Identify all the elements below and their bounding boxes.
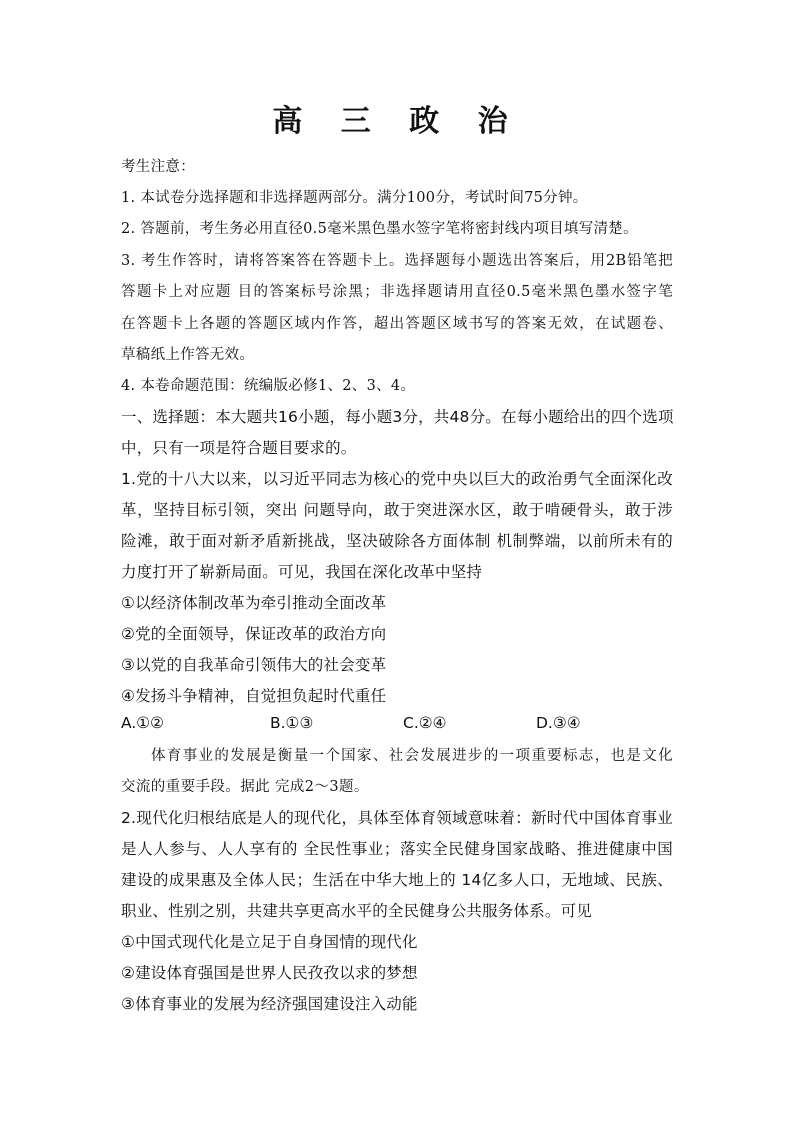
- question-2-statement: ②建设体育强国是世界人民孜孜以求的梦想: [121, 964, 418, 982]
- question-1-option-a: A.①②: [121, 714, 165, 732]
- question-2-stem: 2.现代化归根结底是人的现代化，具体至体育领域意味着：新时代中国体育事业: [121, 809, 673, 827]
- question-1-stem: 险滩，敢于面对新矛盾新挑战，坚决破除各方面体制 机制弊端，以前所未有的: [121, 532, 673, 550]
- notice-item: 2. 答题前，考生务必用直径0.5毫米黑色墨水签字笔将密封线内项目填写清楚。: [121, 221, 638, 237]
- notice-item: 在答题卡上各题的答题区域内作答，超出答题区域书写的答案无效，在试题卷、: [121, 316, 673, 332]
- question-1-option-c: C.②④: [403, 714, 447, 732]
- notice-item: 1. 本试卷分选择题和非选择题两部分。满分100分，考试时间75分钟。: [121, 190, 588, 206]
- question-1-option-d: D.③④: [536, 714, 581, 732]
- question-1-stem: 力度打开了崭新局面。可见，我国在深化改革中坚持: [121, 563, 483, 581]
- question-2-stem: 是人人参与、人人享有的 全民性事业；落实全民健身国家战略、推进健康中国: [121, 840, 673, 858]
- question-1-stem: 革，坚持目标引领，突出 问题导向，敢于突进深水区，敢于啃硬骨头，敢于涉: [121, 501, 673, 519]
- question-1-statement: ④发扬斗争精神，自觉担负起时代重任: [121, 687, 387, 705]
- page-title: 高 三 政 治: [272, 104, 522, 139]
- question-1-option-b: B.①③: [270, 714, 314, 732]
- question-1-stem: 1.党的十八大以来，以习近平同志为核心的党中央以巨大的政治勇气全面深化改: [121, 470, 673, 488]
- notice-item: 4. 本卷命题范围：统编版必修1、2、3、4。: [121, 378, 416, 394]
- question-2-statement: ①中国式现代化是立足于自身国情的现代化: [121, 933, 418, 951]
- section-heading: 一、选择题：本大题共16小题，每小题3分，共48分。在每小题给出的四个选项: [121, 408, 674, 426]
- question-1-statement: ②党的全面领导，保证改革的政治方向: [121, 625, 387, 643]
- notice-heading: 考生注意：: [121, 159, 195, 175]
- section-heading-cont: 中，只有一项是符合题目要求的。: [121, 439, 357, 457]
- question-2-stem: 建设的成果惠及全体人民；生活在中华大地上的 14亿多人口，无地域、民族、: [121, 871, 673, 889]
- material-intro-cont: 交流的重要手段。据此 完成2～3题。: [121, 779, 369, 795]
- notice-item: 答题卡上对应题 目的答案标号涂黑；非选择题请用直径0.5毫米黑色墨水签字笔: [121, 284, 673, 300]
- question-2-statement: ③体育事业的发展为经济强国建设注入动能: [121, 995, 418, 1013]
- notice-item: 草稿纸上作答无效。: [121, 347, 255, 363]
- question-1-statement: ①以经济体制改革为牵引推动全面改革: [121, 594, 387, 612]
- material-intro: 体育事业的发展是衡量一个国家、社会发展进步的一项重要标志，也是文化: [151, 748, 673, 764]
- question-2-stem: 职业、性别之别，共建共享更高水平的全民健身公共服务体系。可见: [121, 902, 593, 920]
- notice-item: 3. 考生作答时，请将答案答在答题卡上。选择题每小题选出答案后，用2B铅笔把: [121, 253, 673, 269]
- question-1-statement: ③以党的自我革命引领伟大的社会变革: [121, 656, 387, 674]
